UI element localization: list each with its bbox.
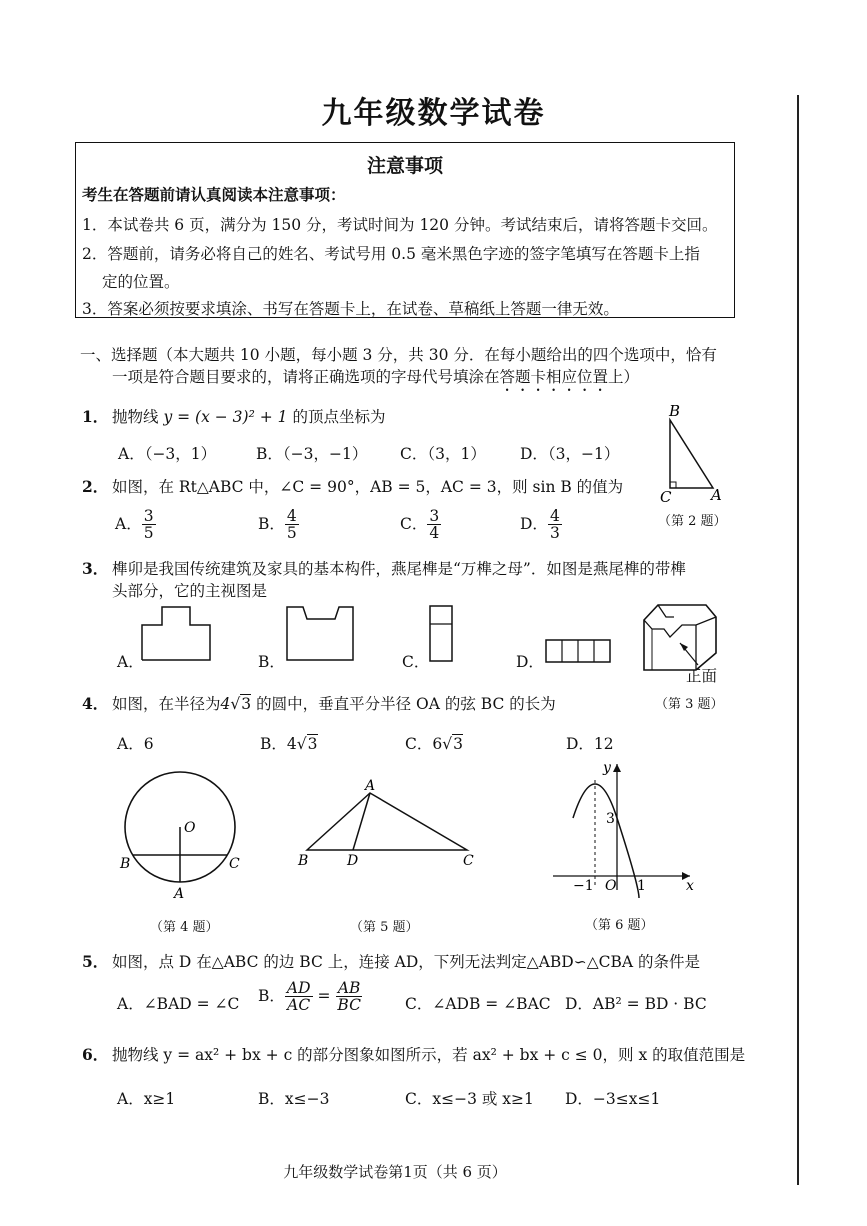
q6-option-c: C．x≤−3 或 x≥1 <box>405 1090 534 1108</box>
q5-stem: 如图，点 D 在△ABC 的边 BC 上，连接 AD，下列无法判定△ABD∽△CBA 的条件是 <box>112 953 701 971</box>
q2-option-d-label: D． <box>520 514 548 533</box>
q3-stem: 榫卯是我国传统建筑及家具的基本构件，燕尾榫是“万榫之母”．如图是燕尾榫的带榫 <box>112 560 686 578</box>
q2-d-num: 4 <box>549 507 560 525</box>
q1-text: 抛物线 <box>112 408 159 426</box>
q2-option-d <box>520 508 562 542</box>
q3-number: 3． <box>82 559 109 578</box>
q2-b-num: 4 <box>286 507 297 525</box>
section-heading-cont <box>112 365 639 395</box>
q4-option-d: D．12 <box>566 735 614 753</box>
q3-caption: （第 3 题） <box>655 697 724 712</box>
q3-stem-cont: 头部分，它的主视图是 <box>112 582 268 600</box>
q5-option-b <box>258 980 363 1014</box>
q1-option-b: B．（−3，−1） <box>256 445 368 463</box>
q5-label-a: A <box>365 778 376 794</box>
q6-option-b: B．x≤−3 <box>258 1090 330 1108</box>
section-text: 一项是符合题目要求的，请将正确选项的字母代号填涂在 <box>112 368 500 386</box>
q4-label-o: O <box>184 820 196 836</box>
q1-text-end: 的顶点坐标为 <box>292 408 386 426</box>
q1-option-d: D．（3，−1） <box>520 445 620 463</box>
q4-radius-root: 3 <box>241 695 252 713</box>
q5-b-den1: AC <box>287 996 311 1015</box>
q4-option-c-label: C． <box>405 735 433 753</box>
section-heading: 一、选择题（本大题共 10 小题，每小题 3 分，共 30 分．在每小题给出的四个选项中，恰有 <box>80 346 717 364</box>
q4-caption: （第 4 题） <box>150 920 219 935</box>
q6-label-neg1: −1 <box>573 878 594 894</box>
notice-item-1: 1．本试卷共 6 页，满分为 150 分，考试时间为 120 分钟。考试结束后，请将答题卡交回。 <box>82 216 718 234</box>
q5-option-b-label: B． <box>258 986 285 1005</box>
q6-label-y: y <box>603 760 611 776</box>
q4-radius-coef: 4 <box>220 695 231 713</box>
binding-line <box>797 95 799 1185</box>
q2-option-b <box>258 508 299 542</box>
notice-item-2: 2．答题前，请务必将自己的姓名、考试号用 0.5 毫米黑色字迹的签字笔填写在答题卡上指 <box>82 245 700 263</box>
q2-caption: （第 2 题） <box>658 514 727 529</box>
q2-label-a: A <box>711 486 722 504</box>
q4-text: 如图，在半径为 <box>112 695 221 713</box>
q5-b-den2: BC <box>337 996 361 1015</box>
q5-figure <box>295 778 485 873</box>
q1-option-a: A．（−3，1） <box>118 445 217 463</box>
q2-d-den: 3 <box>549 524 560 543</box>
q4-option-b-root: 3 <box>307 735 318 753</box>
q2-stem: 如图，在 Rt△ABC 中，∠C = 90°，AB = 5，AC = 3，则 sin B 的值为 <box>112 478 624 496</box>
notice-item-3: 3．答案必须按要求填涂、书写在答题卡上，在试卷、草稿纸上答题一律无效。 <box>82 300 619 318</box>
q4-option-c: C．6√3 <box>405 735 464 753</box>
notice-box <box>75 142 735 318</box>
q3-option-d-shape <box>544 638 614 666</box>
notice-heading: 注意事项 <box>366 155 443 177</box>
q4-figure <box>115 770 255 905</box>
q5-label-d: D <box>347 853 359 869</box>
q2-number: 2． <box>82 477 109 496</box>
q4-label-c: C <box>229 856 240 872</box>
q6-option-d: D．−3≤x≤1 <box>565 1090 661 1108</box>
q4-stem: 如图，在半径为4√3 的圆中，垂直平分半径 OA 的弦 BC 的长为 <box>112 695 556 713</box>
q6-label-x: x <box>686 878 694 894</box>
q5-caption: （第 5 题） <box>350 920 419 935</box>
q4-option-c-root: 3 <box>453 735 464 753</box>
q6-caption: （第 6 题） <box>585 918 654 933</box>
q5-b-num1: AD <box>286 979 311 997</box>
q6-label-origin: O <box>605 878 617 894</box>
q3-option-c-shape <box>428 604 458 666</box>
q2-option-c-label: C． <box>400 514 428 533</box>
q6-number: 6． <box>82 1045 109 1064</box>
q6-label-1: 1 <box>637 878 646 894</box>
q3-option-b-shape <box>285 605 360 665</box>
q2-c-num: 3 <box>429 507 440 525</box>
q5-label-b: B <box>298 853 309 869</box>
q4-label-a: A <box>174 886 185 902</box>
q3-option-a-shape <box>140 605 215 665</box>
notice-item-2-cont: 定的位置。 <box>102 273 180 291</box>
page-footer: 九年级数学试卷第1页（共 6 页） <box>283 1163 507 1181</box>
section-emphasis: 答题卡相应位置 <box>499 368 609 386</box>
q2-a-num: 3 <box>143 507 154 525</box>
q4-option-b-coef: 4 <box>286 735 297 753</box>
q1-formula: y = (x − 3)² + 1 <box>163 408 288 426</box>
q5-number: 5． <box>82 952 109 971</box>
q4-option-b: B．4√3 <box>260 735 318 753</box>
q2-option-b-label: B． <box>258 514 285 533</box>
q4-option-b-label: B． <box>260 735 287 753</box>
q2-option-a-label: A． <box>115 514 142 533</box>
q3-option-a-label: A． <box>117 653 144 671</box>
q3-front-label: 正面 <box>686 667 718 685</box>
q4-option-c-coef: 6 <box>432 735 443 753</box>
q5-option-c: C．∠ADB = ∠BAC <box>405 995 551 1013</box>
q2-c-den: 4 <box>429 524 440 543</box>
notice-intro: 考生在答题前请认真阅读本注意事项： <box>82 185 346 204</box>
q4-number: 4． <box>82 694 109 713</box>
q5-option-d: D．AB² = BD · BC <box>565 995 707 1013</box>
q1-option-c: C．（3，1） <box>400 445 486 463</box>
q5-option-a: A．∠BAD = ∠C <box>117 995 240 1013</box>
q5-b-num2: AB <box>337 979 361 997</box>
q2-b-den: 5 <box>286 524 297 543</box>
q3-option-c-label: C． <box>402 653 430 671</box>
q3-option-b-label: B． <box>258 653 285 671</box>
q5-label-c: C <box>463 853 474 869</box>
section-text-end: 上） <box>608 368 640 386</box>
q5-b-equals: = <box>317 986 331 1005</box>
q6-label-3: 3 <box>606 811 615 827</box>
q6-figure <box>545 758 705 898</box>
q4-option-a: A．6 <box>117 735 154 753</box>
q4-label-b: B <box>120 856 131 872</box>
q2-option-a <box>115 508 156 542</box>
q2-a-den: 5 <box>143 524 154 543</box>
q2-label-b: B <box>669 402 681 420</box>
q1-number: 1． <box>82 407 109 426</box>
q2-label-c: C <box>660 488 672 506</box>
q1-stem <box>112 405 385 427</box>
q6-option-a: A．x≥1 <box>117 1090 176 1108</box>
q4-text-end: 的圆中，垂直平分半径 OA 的弦 BC 的长为 <box>256 695 556 713</box>
page-title: 九年级数学试卷 <box>321 96 546 131</box>
q3-option-d-label: D． <box>516 653 544 671</box>
q2-option-c <box>400 508 441 542</box>
q6-stem: 抛物线 y = ax² + bx + c 的部分图象如图所示，若 ax² + bx + c ≤ 0，则 x 的取值范围是 <box>112 1046 746 1064</box>
